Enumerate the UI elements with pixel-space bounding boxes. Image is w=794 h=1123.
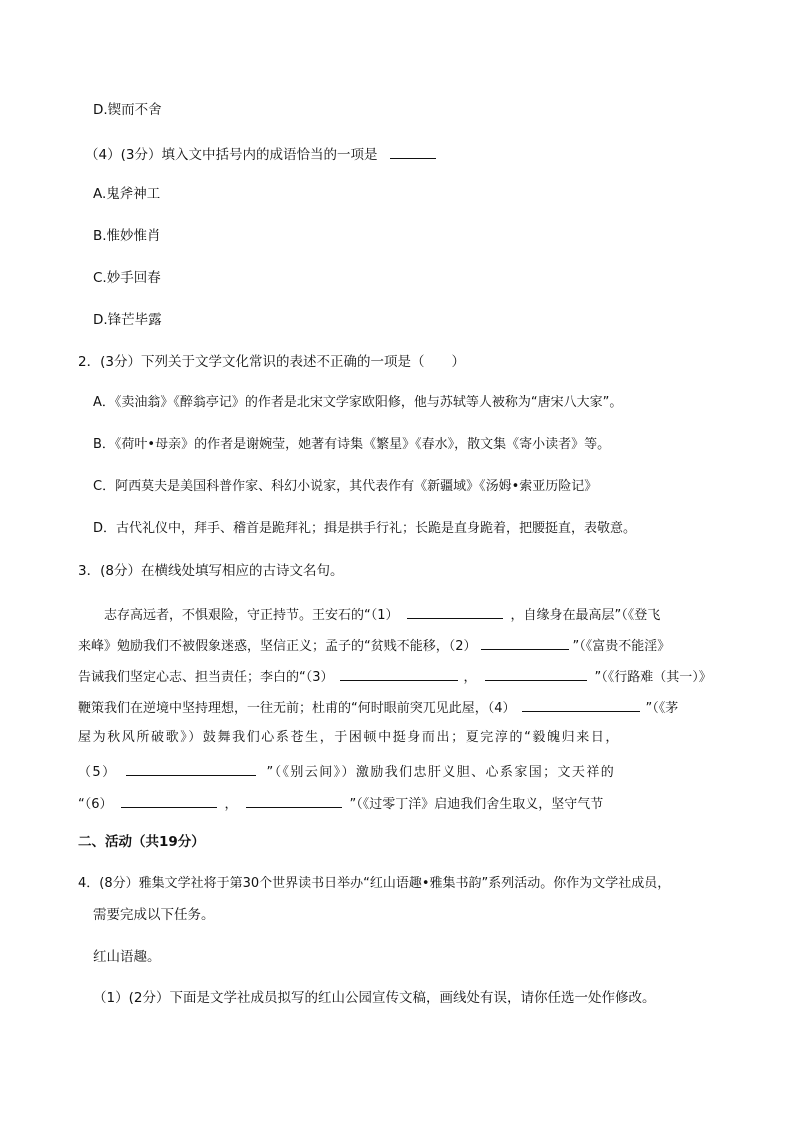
q3-paragraph-row3 <box>78 665 718 688</box>
q3-text: ”（《过零丁洋》启迪我们舍生取义，坚守气节 <box>349 797 604 812</box>
q3-blank-3b[interactable] <box>485 665 587 681</box>
q3-stem: 3．(8分）在横线处填写相应的古诗文名句。 <box>78 563 344 579</box>
q3-text: ”（《富贵不能淫》 <box>572 639 671 654</box>
q3-text: ”（《茅 <box>645 701 679 716</box>
q1-sub4-option-b: B.惟妙惟肖 <box>93 228 161 244</box>
q4-stem-line2: 需要完成以下任务。 <box>93 907 215 923</box>
q4-stem-line1: 4．(8分）雅集文学社将于第30个世界读书日举办“红山语趣•雅集书韵”系列活动。你作为文学社成员， <box>78 876 671 891</box>
q2-option-b: B．《荷叶•母亲》的作者是谢婉莹，她著有诗集《繁星》《春水》，散文集《寄小读者》等。 <box>93 437 611 452</box>
q3-text: （5） <box>78 765 117 780</box>
q3-blank-3a[interactable] <box>340 665 458 681</box>
q3-text: 来峰》勉励我们不被假象迷惑，坚信正义；孟子的“贫贱不能移，（2） <box>78 639 477 654</box>
q3-blank-2[interactable] <box>481 634 569 650</box>
q3-text: 鞭策我们在逆境中坚持理想，一往无前；杜甫的“何时眼前突兀见此屋，（4） <box>78 701 516 716</box>
q3-blank-5[interactable] <box>126 760 256 776</box>
q1-sub4-option-a: A.鬼斧神工 <box>93 186 161 202</box>
q3-blank-6a[interactable] <box>121 792 217 808</box>
q1-sub4-answer-blank[interactable] <box>390 143 436 159</box>
q1-sub4-option-c: C.妙手回春 <box>93 270 161 286</box>
q3-text: ”（《别云间》）激励我们忠肝义胆、心系家国；文天祥的 <box>266 765 616 780</box>
q3-text: “（6） <box>78 797 113 812</box>
q3-text: ， <box>224 797 238 812</box>
q3-text: ，自缘身在最高层”（《登飞 <box>510 608 661 623</box>
q3-blank-6b[interactable] <box>246 792 342 808</box>
q3-blank-1[interactable] <box>407 603 503 619</box>
q3-paragraph-row6 <box>78 760 718 783</box>
q2-stem: 2．(3分）下列关于文学文化常识的表述不正确的一项是（ ） <box>78 354 465 370</box>
q3-blank-4[interactable] <box>522 696 640 712</box>
q3-paragraph-row4 <box>78 696 718 719</box>
q4-sub1: （1）(2分）下面是文学社成员拟写的红山公园宣传文稿，画线处有误，请你任选一处作修改。 <box>93 990 656 1006</box>
q3-paragraph-row5 <box>78 728 718 748</box>
q3-text: ， <box>463 670 477 685</box>
q2-option-c: C．阿西莫夫是美国科普作家、科幻小说家，其代表作有《新疆域》《汤姆•索亚历险记》 <box>93 479 598 494</box>
section-2-title: 二、活动（共19分） <box>78 834 205 850</box>
q4-sub-title: 红山语趣。 <box>93 949 161 965</box>
q1-option-d: D.锲而不舍 <box>93 102 162 118</box>
q2-option-a: A．《卖油翁》《醉翁亭记》的作者是北宋文学家欧阳修，他与苏轼等人被称为“唐宋八大家”。 <box>93 395 623 410</box>
q1-sub4-stem <box>85 143 436 165</box>
q1-sub4-option-d: D.锋芒毕露 <box>93 312 162 328</box>
q3-text: 志存高远者，不惧艰险，守正持节。王安石的“（1） <box>78 608 399 623</box>
q3-text: ”（《行路难（其一）》 <box>594 670 712 685</box>
q3-text: 屋为秋风所破歌》）鼓舞我们心系苍生，于困顿中挺身而出；夏完淳的“毅魄归来日， <box>78 730 621 745</box>
q2-option-d: D．古代礼仪中，拜手、稽首是跪拜礼；揖是拱手行礼；长跪是直身跪着，把腰挺直，表敬意。 <box>93 521 637 536</box>
q3-paragraph-row1 <box>78 603 718 626</box>
q3-paragraph-row2 <box>78 634 718 657</box>
q1-sub4-stem-text: （4）(3分）填入文中括号内的成语恰当的一项是 <box>85 147 378 163</box>
q3-text: 告诫我们坚定心志、担当责任；李白的“（3） <box>78 670 334 685</box>
q3-paragraph-row7 <box>78 792 718 815</box>
